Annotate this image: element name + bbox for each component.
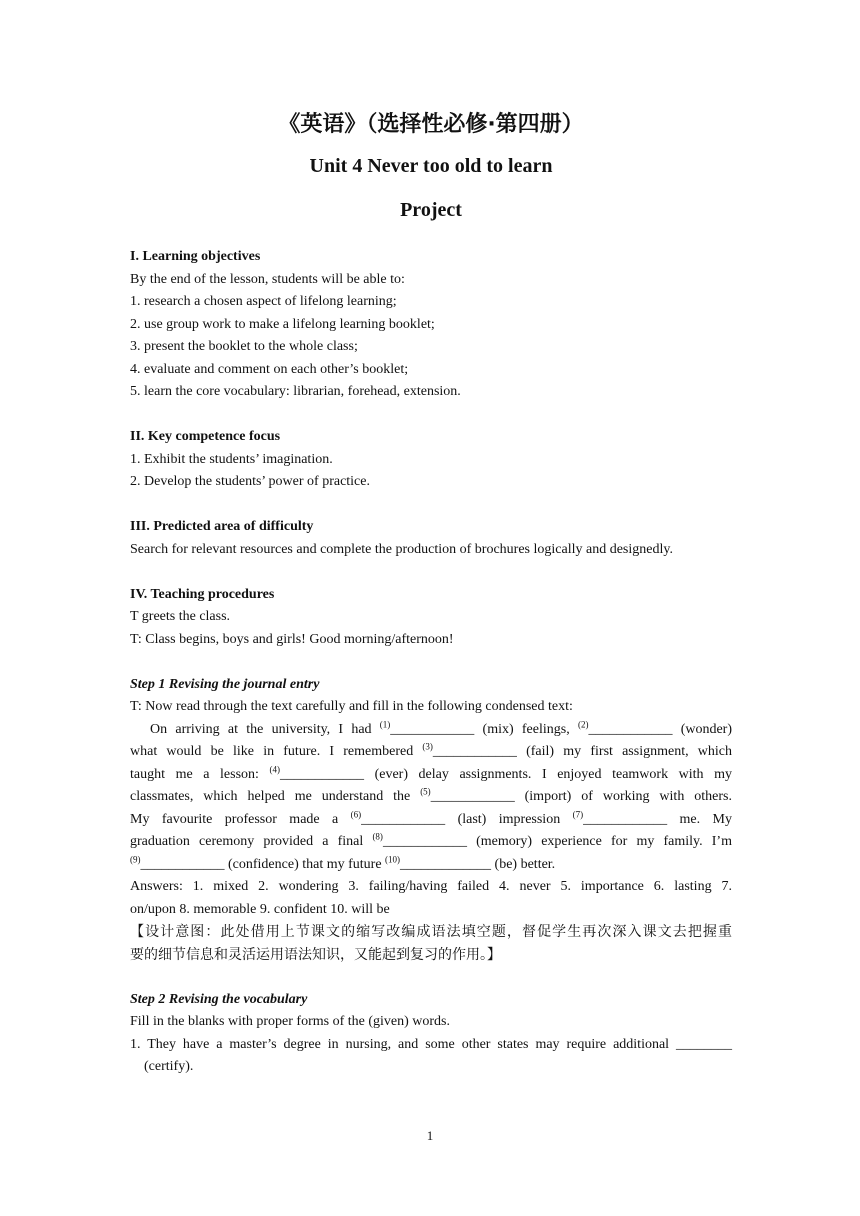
- objective-item: 2. use group work to make a lifelong learning booklet;: [130, 316, 435, 332]
- procedure-line: T greets the class.: [130, 609, 231, 624]
- lesson-title: Project: [400, 199, 462, 221]
- vocab-item: 1. They have a master’s degree in nursing, and some other states may require additional ________: [130, 1036, 732, 1052]
- cloze-line: graduation ceremony provided a final $^{(8)}$____________ (memory) experience for my family. I’m: [130, 831, 732, 849]
- step1-instruction: T: Now read through the text carefully and fill in the following condensed text:: [130, 699, 573, 714]
- competence-item: 2. Develop the students’ power of practice.: [130, 474, 370, 489]
- procedure-line: T: Class begins, boys and girls! Good morning/afternoon!: [130, 631, 454, 647]
- answers-line: Answers: 1. mixed 2. wondering 3. failing/having failed 4. never 5. importance 6. lasting 7.: [130, 879, 732, 894]
- step1-heading: Step 1 Revising the journal entry: [130, 676, 320, 692]
- cloze-line: classmates, which helped me understand the $^{(5)}$____________ (import) of working with others.: [130, 786, 732, 804]
- objective-item: 4. evaluate and comment on each other’s booklet;: [130, 361, 409, 377]
- objective-item: 3. present the booklet to the whole class;: [130, 339, 358, 354]
- vocab-item-continuation: (certify).: [144, 1059, 194, 1074]
- design-intent: 要的细节信息和灵活运用语法知识，又能起到复习的作用。】: [130, 946, 501, 963]
- document-body: [130, 110, 732, 1079]
- cloze-line: taught me a lesson: $^{(4)}$____________ (ever) delay assignments. I enjoyed teamwork with my: [130, 763, 732, 782]
- competence-item: 1. Exhibit the students’ imagination.: [130, 451, 333, 467]
- step2-instruction: Fill in the blanks with proper forms of the (given) words.: [130, 1014, 451, 1029]
- textbook-title: 《英语》（选择性必修·第四册）: [278, 112, 584, 137]
- cloze-line: $^{(9)}$____________ (confidence) that my future $^{(10)}$_____________ (be) better.: [130, 853, 556, 872]
- objective-item: 5. learn the core vocabulary: librarian, forehead, extension.: [130, 384, 461, 399]
- cloze-line: On arriving at the university, I had $^{(1)}$____________ (mix) feelings, $^{(2)}$____________ (wonder): [150, 718, 733, 737]
- competence-heading: II. Key competence focus: [130, 429, 281, 444]
- difficulty-heading: III. Predicted area of difficulty: [130, 519, 314, 534]
- difficulty-text: Search for relevant resources and complete the production of brochures logically and designedly.: [130, 541, 673, 557]
- objective-item: 1. research a chosen aspect of lifelong learning;: [130, 294, 397, 309]
- cloze-line: what would be like in future. I remembered $^{(3)}$____________ (fail) my first assignment, which: [130, 741, 732, 759]
- design-intent: 【设计意图：此处借用上节课文的缩写改编成语法填空题，督促学生再次深入课文去把握重: [130, 924, 732, 940]
- cloze-line: My favourite professor made a $^{(6)}$____________ (last) impression $^{(7)}$____________ me. My: [130, 808, 732, 827]
- page-number: 1: [426, 1128, 434, 1143]
- objectives-intro: By the end of the lesson, students will be able to:: [130, 271, 405, 287]
- answers-line: on/upon 8. memorable 9. confident 10. will be: [130, 901, 390, 917]
- unit-title: Unit 4 Never too old to learn: [309, 155, 553, 177]
- step2-heading: Step 2 Revising the vocabulary: [130, 991, 308, 1007]
- cloze-passage: [130, 719, 732, 877]
- procedures-heading: IV. Teaching procedures: [130, 586, 275, 602]
- objectives-heading: I. Learning objectives: [130, 249, 261, 264]
